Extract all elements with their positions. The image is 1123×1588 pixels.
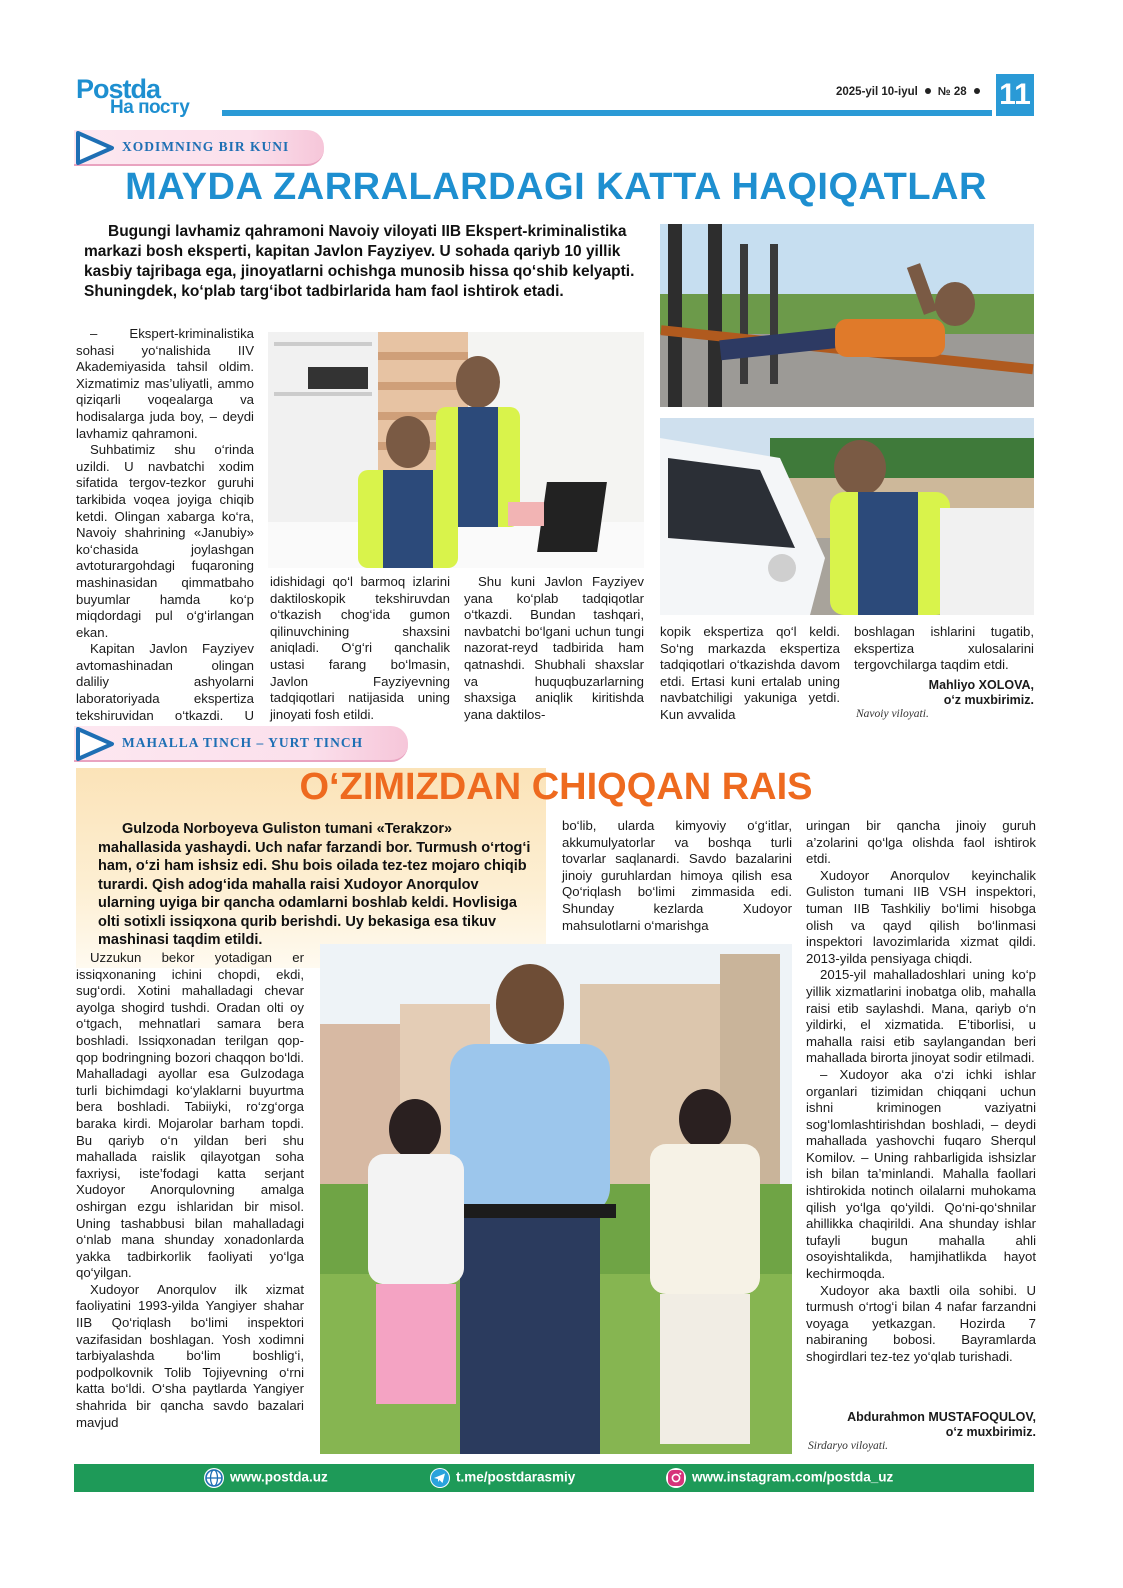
lead-text: Gulzoda Norboyeva Guliston tumani «Terakzor» mahallasida yashaydi. Uch nafar farzandi bor. Turmush o‘rtog‘i ham, o‘zi ham ishsiz edi. Shu bois oilada tez-tez mojaro chiqib turardi. Qish adog‘ida mahalla raisi Xudoyor Anorqulov ularning uyiga bir qancha odamlarni boshlab keldi. Hovlisiga olti sotixli issiqxona qurib berishdi. Uy bekasiga esa tikuv mashinasi taqdim etildi.: [98, 821, 531, 948]
globe-icon: [204, 1468, 224, 1488]
article1-column-4: [660, 624, 840, 724]
telegram-icon: [430, 1468, 450, 1488]
footer-instagram-link[interactable]: [666, 1468, 893, 1488]
rubric-label: MAHALLA TINCH – YURT TINCH: [122, 735, 364, 750]
lab-scene-illustration: [268, 332, 644, 568]
logo-na-postu: На посту: [110, 97, 190, 118]
photo-lab-experts: [268, 332, 644, 568]
instagram-icon: [666, 1468, 686, 1488]
footer-instagram-label: www.instagram.com/postda_uz: [692, 1469, 894, 1485]
logo-postda: Postda: [76, 74, 161, 104]
article2-column-1: [76, 950, 304, 1431]
paragraph: idishidagi qo‘l barmoq izlarini daktiloskopik tekshiruvdan o‘tkazish chog‘ida gumon qilinuvchining shaxsini aniqladi. O‘g‘ri qanchalik ustasi farang bo‘lmasin, Javlon Fayziyevning tadqiqotlari natijasida uning jinoyati fosh etildi.: [270, 574, 450, 722]
footer-site-label: www.postda.uz: [230, 1469, 328, 1485]
paragraph: Uzzukun bekor yotadigan er issiqxonaning ichini chopdi, ekdi, sug‘ordi. Xotini mahalladagi chevar ayolga shogird tushdi. Oradan olti oy o‘tgach, mehnatlari samara bera boshladi. Issiqxonadan terilgan qop-qop bodringning bozori chaqqon bo‘ldi. Mahalladagi ayollar esa Gulzodaga turli bichimdagi ko‘ylaklarni buyurtma bera boshladi. Tabiiyki, ro‘zg‘orga baraka kirdi. Mojarolar barham topdi. Bu qariyb o‘n yildan beri shu mahallada raislik qilayotgan soha faxriysi, iste’fodagi katta serjant Xudoyor Anorqulovning amalga oshirgan ezgu ishlaridan bir misol. Uning tashabbusi bilan mahalladagi o‘nlab mana shunday xonadonlarda yakka tadbirkorlik faoliyati yo‘lga qo‘yilgan.: [76, 950, 304, 1281]
paragraph: kopik ekspertiza qo‘l keldi. So‘ng markazda ekspertiza tadqiqotlari o‘tkazishda davom etdi. Ertasi kuni ertalab uning navbatchiligi yakuniga yetdi. Kun avvalida: [660, 624, 840, 722]
author-role: o‘z muxbirimiz.: [943, 693, 1034, 707]
author-name: Abdurahmon MUSTAFOQULOV,: [847, 1410, 1036, 1424]
article2-signature: [806, 1410, 1036, 1440]
article2-lead: [98, 820, 536, 950]
article1-signature: [854, 678, 1034, 708]
car-scene-illustration: [660, 418, 1034, 615]
bullet-icon: [974, 88, 980, 94]
article1-region: Navoiy viloyati.: [856, 708, 929, 720]
paragraph: 2015-yil mahalladoshlari uning ko‘p yillik xizmatlarini inobatga olib, mahalla raisi etib saylashdi. Mana, qariyb o‘n yildirki, el xizmatida. E’tiborlisi, u mahalla raisi etib saylangandan beri mahallada birorta jinoyat sodir etilmadi.: [806, 967, 1036, 1066]
article2-column-2: [562, 818, 792, 934]
footer-telegram-label: t.me/postdarasmiy: [456, 1469, 576, 1485]
author-name: Mahliyo XOLOVA,: [928, 678, 1034, 692]
article2-title: O‘ZIMIZDAN CHIQQAN RAIS: [299, 766, 813, 808]
header-rule: [222, 110, 992, 116]
article2-region: Sirdaryo viloyati.: [808, 1440, 889, 1452]
paragraph: Shu kuni Javlon Fayziyev yana ko‘plab tadqiqotlar o‘tkazdi. Bundan tashqari, navbatchi bo‘lgani uchun tungi nazorat-reyd tadbirida ham qatnashdi. Shubhali shaxslar va huquqbuzarlarning shaxsiga aniqlik kiritishda yana daktilos-: [464, 574, 644, 722]
paragraph: boshlagan ishlarini tugatib, ekspertiza xulosalarini tergovchilarga taqdim etdi.: [854, 624, 1034, 673]
rubric-xodimning: [74, 130, 324, 166]
lead-text: Bugungi lavhamiz qahramoni Navoiy viloyati IIB Ekspert-kriminalistika markazi bosh eksperti, kapitan Javlon Fayziyev. U sohada qariyb 10 yillik kasbiy tajribaga ega, jinoyatlarni ochishga munosib hissa qo‘shib kelyapti. Shuningdek, ko‘plab targ‘ibot tadbirlarida ham faol ishtirok etadi.: [84, 223, 635, 300]
photo-workout: [660, 224, 1034, 407]
footer-site-link[interactable]: [204, 1468, 328, 1488]
paragraph: uringan bir qancha jinoiy guruh a’zolarini qo‘lga olishda faol ishtirok etdi.: [806, 818, 1036, 867]
article2-column-3: [806, 818, 1036, 1366]
article1-column-1: [76, 326, 254, 741]
issue-meta: [836, 86, 987, 98]
rubric-mahalla: [74, 726, 408, 762]
paragraph: Xudoyor Anorqulov ilk xizmat faoliyatini 1993-yilda Yangiyer shahar IIB Qo‘riqlash bo‘limi inspektori vazifasidan boshlagan. Yosh xodimni tarbiyalashda bo‘lim boshlig‘i, podpolkovnik Tolib Tojiyevning o‘rni katta bo‘ldi. O‘sha paytlarda Yangiyer shahrida bir qancha savdo bazalari mavjud: [76, 1281, 304, 1430]
author-role: o‘z muxbirimiz.: [945, 1425, 1036, 1439]
article1-column-3: [464, 574, 644, 723]
play-triangle-icon: [74, 130, 116, 166]
footer-bar: [74, 1464, 1034, 1492]
paragraph: – Ekspert-kriminalistika sohasi yo‘nalishida IIV Akademiyasida tahsil oldim. Xizmatimiz mas’uliyatli, ammo qiziqarli voqealarga va hodisalarga juda boy, – deydi lavhamiz qahramoni.: [76, 326, 254, 441]
family-scene-illustration: [320, 944, 792, 1454]
paragraph: Suhbatimiz shu o‘rinda uzildi. U navbatchi xodim sifatida tergov-tezkor guruhi tarkibida voqea joyiga chiqib ketdi. Olingan xabarga ko‘ra, Navoiy shahrining «Janubiy» ko‘chasida joylashgan avtoturargohdagi fuqaroning mashinasidan qimmatbaho buyumlar hamda ko‘p miqdordagi pul o‘g‘irlangan ekan.: [76, 442, 254, 640]
paragraph: Xudoyor Anorqulov keyinchalik Guliston tumani IIB VSH inspektori, tuman IIB Tashkiliy bo‘limi hisobga olish va qayd qilish bo‘linmasi inspektori lavozimlarida xizmat qildi. 2013-yilda pensiyaga chiqdi.: [806, 867, 1036, 966]
photo-car-dusting: [660, 418, 1034, 615]
issue-date: 2025-yil 10-iyul: [836, 86, 918, 98]
paragraph: Kapitan Javlon Fayziyev avtomashinadan olingan daliliy ashyolarni laboratoriyada ekspertiza tekshiruvidan o‘tkazdi. U: [76, 641, 254, 723]
article1-title: MAYDA ZARRALARDAGI KATTA HAQIQATLAR: [125, 166, 987, 208]
paragraph: – Xudoyor aka o‘zi ichki ishlar organlari tizimidan chiqqani uchun ishni kriminogen vaziyatni sog‘lomlashtirishdan boshladi, – deydi mahallada yashovchi fuqaro Sherqul Komilov. – Uning rahbarligida ishsizlar ish bilan ta’minlandi. Mahalla faollari ishtirokida notinch oilalarni muhokama qilish yo‘lga qo‘yildi. Qo‘ni-qo‘shnilar ahillikka chaqirildi. Ana shunday ishlar tufayli bugun mahalla ahli osoyishtalikda, hamjihatlikda hayot kechirmoqda.: [806, 1066, 1036, 1282]
issue-number: № 28: [937, 86, 967, 98]
article1-column-2: [270, 574, 450, 723]
paragraph: bo‘lib, ularda kimyoviy o‘g‘itlar, akkumulyatorlar va boshqa turli tovarlar saqlanardi. Savdo bazalarini jinoiy guruhlardan himoya qilish esa Qo‘riqlash bo‘limi zimmasida edi. Shunday kezlarda Xudoyor mahsulotlarni o‘marishga: [562, 818, 792, 933]
page-number: 11: [996, 74, 1034, 116]
workout-scene-illustration: [660, 224, 1034, 407]
paragraph: Xudoyor aka baxtli oila sohibi. U turmush o‘rtog‘i bilan 4 nafar farzandni voyaga yetkazgan. Hozirda 7 nabiraning bobosi. Bayramlarda shogirdlari tez-tez yo‘qlab turishadi.: [806, 1282, 1036, 1364]
article1-lead: [84, 222, 644, 302]
rubric-label: XODIMNING BIR KUNI: [122, 139, 290, 154]
footer-telegram-link[interactable]: [430, 1468, 575, 1488]
bullet-icon: [925, 88, 931, 94]
article1-column-5: [854, 624, 1034, 674]
play-triangle-icon: [74, 726, 116, 762]
photo-rais-family: [320, 944, 792, 1454]
